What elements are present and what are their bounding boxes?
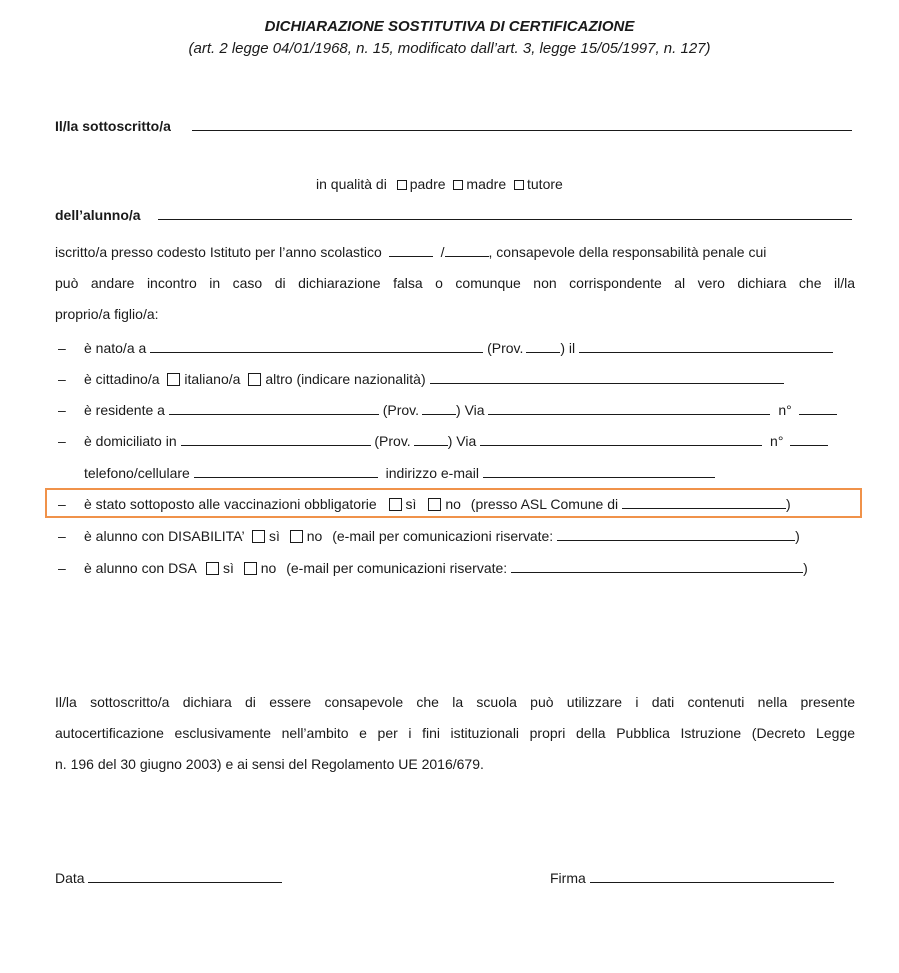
disability-row bbox=[84, 528, 800, 544]
disability-no-label: no bbox=[306, 528, 323, 544]
residence-prov-field[interactable] bbox=[422, 402, 456, 415]
student-label: dell’alunno/a bbox=[55, 207, 141, 223]
residence-prov-label: (Prov. bbox=[382, 402, 420, 418]
email-field[interactable] bbox=[483, 465, 715, 478]
residence-label: è residente a bbox=[84, 402, 165, 418]
italian-checkbox[interactable] bbox=[167, 373, 180, 386]
school-year-separator: / bbox=[440, 244, 445, 260]
date-field[interactable] bbox=[88, 870, 282, 883]
bullet-dash: – bbox=[58, 402, 66, 418]
school-year-start-field[interactable] bbox=[389, 244, 433, 257]
domicile-prov-field[interactable] bbox=[414, 433, 448, 446]
birthplace-field[interactable] bbox=[150, 340, 483, 353]
dsa-no-label: no bbox=[260, 560, 277, 576]
capacity-label: in qualità di bbox=[316, 176, 387, 192]
residence-street-field[interactable] bbox=[488, 402, 770, 415]
residence-street-label: ) Via bbox=[456, 402, 485, 418]
birth-prov-field[interactable] bbox=[526, 340, 560, 353]
capacity-row bbox=[316, 176, 563, 192]
madre-label: madre bbox=[466, 176, 507, 192]
residence-number-field[interactable] bbox=[799, 402, 837, 415]
domicile-row bbox=[84, 433, 828, 449]
bullet-dash: – bbox=[58, 371, 66, 387]
disability-email-field[interactable] bbox=[557, 528, 795, 541]
dsa-email-field[interactable] bbox=[511, 560, 803, 573]
contacts-row bbox=[84, 465, 715, 481]
bullet-dash: – bbox=[58, 340, 66, 356]
signer-label: Il/la sottoscritto/a bbox=[55, 118, 171, 134]
madre-checkbox[interactable] bbox=[453, 180, 463, 190]
bullet-dash: – bbox=[58, 560, 66, 576]
birth-date-field[interactable] bbox=[579, 340, 833, 353]
student-name-field[interactable] bbox=[158, 207, 852, 220]
enrollment-text-a: iscritto/a presso codesto Istituto per l’anno scolastico bbox=[55, 244, 382, 260]
dsa-yes-label: sì bbox=[222, 560, 234, 576]
tutore-label: tutore bbox=[527, 176, 563, 192]
phone-label: telefono/cellulare bbox=[84, 465, 190, 481]
vaccines-close-paren: ) bbox=[786, 496, 791, 512]
dsa-label: è alunno con DSA bbox=[84, 560, 197, 576]
citizen-row bbox=[84, 371, 784, 387]
nationality-field[interactable] bbox=[430, 371, 784, 384]
vaccines-yes-checkbox[interactable] bbox=[389, 498, 402, 511]
vaccines-label: è stato sottoposto alle vaccinazioni obbligatorie bbox=[84, 496, 377, 512]
residence-number-label: n° bbox=[778, 402, 792, 418]
phone-field[interactable] bbox=[194, 465, 378, 478]
birth-prov-label: (Prov. bbox=[487, 340, 524, 356]
privacy-line-2: autocertificazione esclusivamente nell’ambito e per i fini istituzionali propri della Pubblica Istruzione (Decreto Legge bbox=[55, 725, 855, 741]
birth-date-label: ) il bbox=[560, 340, 576, 356]
disability-no-checkbox[interactable] bbox=[290, 530, 303, 543]
signature-field[interactable] bbox=[590, 870, 834, 883]
citizen-label: è cittadino/a bbox=[84, 371, 160, 387]
birth-label: è nato/a a bbox=[84, 340, 147, 356]
domicile-number-label: n° bbox=[770, 433, 784, 449]
birth-row bbox=[84, 340, 833, 356]
residence-row bbox=[84, 402, 837, 418]
disability-yes-label: sì bbox=[268, 528, 280, 544]
domicile-number-field[interactable] bbox=[790, 433, 828, 446]
padre-checkbox[interactable] bbox=[397, 180, 407, 190]
padre-label: padre bbox=[409, 176, 446, 192]
document-title: DICHIARAZIONE SOSTITUTIVA DI CERTIFICAZIONE bbox=[264, 18, 635, 35]
document-subtitle: (art. 2 legge 04/01/1968, n. 15, modificato dall’art. 3, legge 15/05/1997, n. 127) bbox=[188, 40, 711, 57]
privacy-line-1: Il/la sottoscritto/a dichiara di essere consapevole che la scuola può utilizzare i dati contenuti nella presente bbox=[55, 694, 855, 710]
domicile-prov-label: (Prov. bbox=[374, 433, 411, 449]
domicile-street-label: ) Via bbox=[447, 433, 477, 449]
dsa-no-checkbox[interactable] bbox=[244, 562, 257, 575]
domicile-label: è domiciliato in bbox=[84, 433, 177, 449]
domicile-city-field[interactable] bbox=[181, 433, 371, 446]
vaccines-no-checkbox[interactable] bbox=[428, 498, 441, 511]
disability-yes-checkbox[interactable] bbox=[252, 530, 265, 543]
vaccines-row bbox=[84, 496, 791, 512]
date-row bbox=[55, 870, 282, 886]
dsa-row bbox=[84, 560, 808, 576]
enrollment-text-b: , consapevole della responsabilità penale cui bbox=[488, 244, 767, 260]
date-label: Data bbox=[55, 870, 85, 886]
domicile-street-field[interactable] bbox=[480, 433, 762, 446]
other-nationality-label: altro (indicare nazionalità) bbox=[265, 371, 426, 387]
signature-row bbox=[550, 870, 834, 886]
bullet-dash: – bbox=[58, 433, 66, 449]
tutore-checkbox[interactable] bbox=[514, 180, 524, 190]
signer-name-field[interactable] bbox=[192, 118, 852, 131]
italian-label: italiano/a bbox=[184, 371, 241, 387]
dsa-yes-checkbox[interactable] bbox=[206, 562, 219, 575]
bullet-dash: – bbox=[58, 496, 66, 512]
vaccines-asl-label: (presso ASL Comune di bbox=[470, 496, 619, 512]
enrollment-line-2: può andare incontro in caso di dichiarazione falsa o comunque non corrispondente al vero dichiara che il/la bbox=[55, 275, 855, 291]
vaccines-yes-label: sì bbox=[405, 496, 417, 512]
dsa-close-paren: ) bbox=[803, 560, 808, 576]
disability-email-label: (e-mail per comunicazioni riservate: bbox=[332, 528, 554, 544]
enrollment-line-3: proprio/a figlio/a: bbox=[55, 306, 159, 322]
vaccines-no-label: no bbox=[445, 496, 461, 512]
bullet-dash: – bbox=[58, 528, 66, 544]
other-nationality-checkbox[interactable] bbox=[248, 373, 261, 386]
disability-close-paren: ) bbox=[795, 528, 800, 544]
privacy-line-3: n. 196 del 30 giugno 2003) e ai sensi del Regolamento UE 2016/679. bbox=[55, 756, 484, 772]
enrollment-line-1 bbox=[55, 244, 766, 260]
residence-city-field[interactable] bbox=[169, 402, 379, 415]
vaccines-asl-field[interactable] bbox=[622, 496, 786, 509]
dsa-email-label: (e-mail per comunicazioni riservate: bbox=[286, 560, 508, 576]
disability-label: è alunno con DISABILITA’ bbox=[84, 528, 245, 544]
email-label: indirizzo e-mail bbox=[385, 465, 479, 481]
school-year-end-field[interactable] bbox=[445, 244, 489, 257]
signature-label: Firma bbox=[550, 870, 586, 886]
